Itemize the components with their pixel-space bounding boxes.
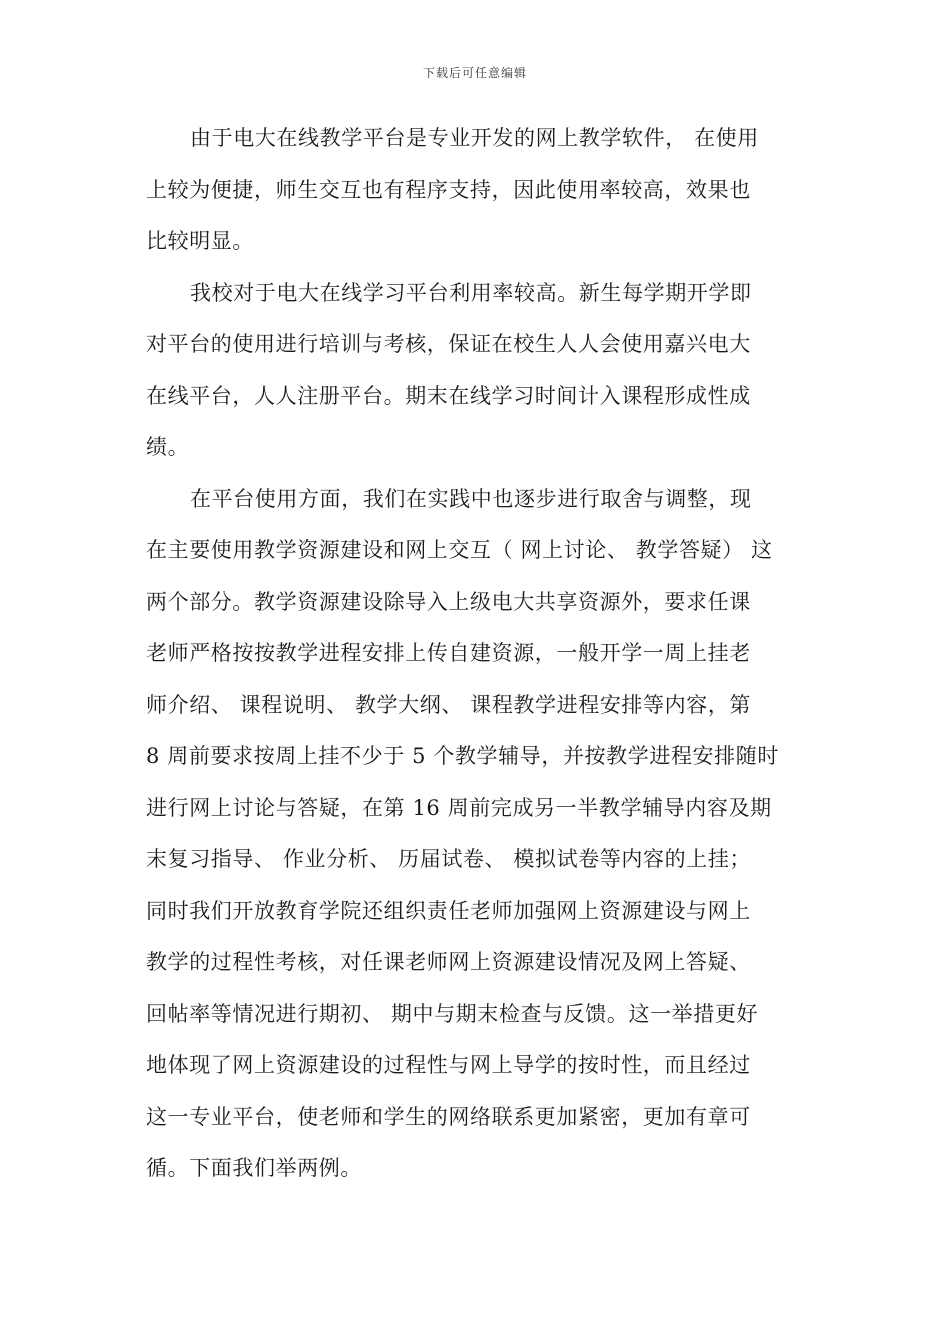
text-line: 末复习指导、 作业分析、 历届试卷、 模拟试卷等内容的上挂； <box>146 847 752 871</box>
body-text <box>146 118 806 1200</box>
text-line: 这一专业平台，使老师和学生的网络联系更加紧密，更加有章可 <box>146 1104 751 1129</box>
text-line: 8 周前要求按周上挂不少于 5 个教学辅导，并按教学进程安排随时 <box>146 744 779 768</box>
header-note: 下载后可任意编辑 <box>422 66 527 80</box>
text-line: 老师严格按按教学进程安排上传自建资源，一般开学一周上挂老 <box>146 641 751 665</box>
text-line: 在平台使用方面，我们在实践中也逐步进行取舍与调整，现 <box>190 486 752 511</box>
text-line: 在线平台，人人注册平台。期末在线学习时间计入课程形成性成 <box>146 383 751 408</box>
text-line: 师介绍、 课程说明、 教学大纲、 课程教学进程安排等内容，第 <box>146 692 752 717</box>
text-line: 教学的过程性考核，对任课老师网上资源建设情况及网上答疑、 <box>146 950 751 974</box>
text-line: 我校对于电大在线学习平台利用率较高。新生每学期开学即 <box>190 280 752 305</box>
text-line: 进行网上讨论与答疑，在第 16 周前完成另一半教学辅导内容及期 <box>146 795 772 820</box>
text-line: 绩。 <box>146 435 190 459</box>
text-line: 两个部分。教学资源建设除导入上级电大共享资源外，要求任课 <box>146 589 751 614</box>
text-line: 同时我们开放教育学院还组织责任老师加强网上资源建设与网上 <box>146 898 751 923</box>
text-line: 上较为便捷，师生交互也有程序支持，因此使用率较高，效果也 <box>146 177 751 202</box>
text-line: 地体现了网上资源建设的过程性与网上导学的按时性，而且经过 <box>146 1053 751 1077</box>
text-line: 在主要使用教学资源建设和网上交互（ 网上讨论、 教学答疑） 这 <box>146 538 773 562</box>
text-line: 比较明显。 <box>146 229 254 253</box>
text-line: 对平台的使用进行培训与考核，保证在校生人人会使用嘉兴电大 <box>146 332 751 356</box>
text-line: 回帖率等情况进行期初、 期中与期末检查与反馈。这一举措更好 <box>146 1001 759 1026</box>
text-line: 循。下面我们举两例。 <box>146 1156 362 1180</box>
text-line: 由于电大在线教学平台是专业开发的网上教学软件， 在使用 <box>190 126 759 150</box>
